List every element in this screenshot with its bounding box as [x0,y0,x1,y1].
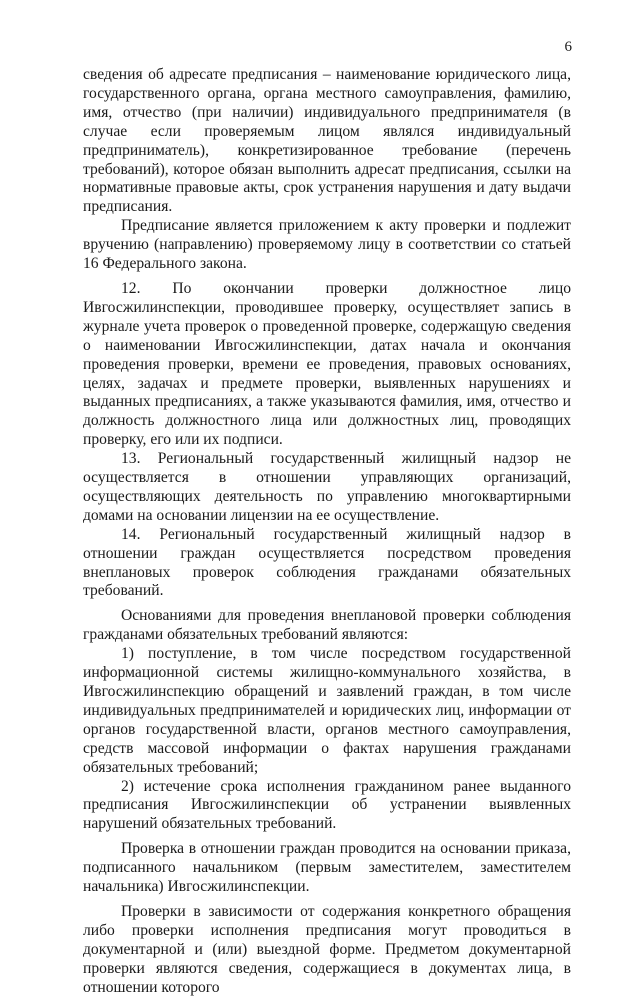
paragraph-ground-2: 2) истечение срока исполнения гражданином ранее выданного предписания Ивгосжилинспекции об устранении выявленных нарушений обязательных требований. [83,777,571,833]
paragraph-grounds-intro: Основаниями для проведения внеплановой проверки соблюдения гражданами обязательных требований являются: [83,607,571,644]
paragraph-item-14: 14. Региональный государственный жилищный надзор в отношении граждан осуществляется посредством проведения внеплановых проверок соблюдения гражданами обязательных требований. [83,525,571,600]
paragraph-recipient-details: сведения об адресате предписания – наименование юридического лица, государственного органа, органа местного самоуправления, фамилию, имя, отчество (при наличии) индивидуального предпринимателя (в случае если проверяемым лицом являлся индивидуальный предприниматель), конкретизированное требование (перечень требований), которое обязан выполнить адресат предписания, ссылки на нормативные правовые акты, срок устранения нарушения и дату выдачи предписания. [83,66,571,216]
paragraph-item-13: 13. Региональный государственный жилищный надзор не осуществляется в отношении управляющих организаций, осуществляющих деятельность по управлению многоквартирными домами на основании лицензии на ее осуществление. [83,450,571,524]
paragraph-prescription-annex: Предписание является приложением к акту проверки и подлежит вручению (направлению) проверяемому лицу в соответствии со статьей 16 Федерального закона. [83,217,571,273]
paragraph-ground-1: 1) поступление, в том числе посредством государственной информационной системы жилищно-коммунального хозяйства, в Ивгосжилинспекцию обращений и заявлений граждан, в том числе индивидуальных предпринимателей и юридических лиц, информации от органов государственной власти, органов местного самоуправления, средств массовой информации о фактах нарушения гражданами обязательных требований; [83,645,571,776]
paragraph-inspection-forms: Проверки в зависимости от содержания конкретного обращения либо проверки исполнения предписания могут проводиться в документарной и (или) выездной форме. Предметом документарной проверки являются сведения, содержащиеся в документах лица, в отношении которого [83,902,571,996]
page-number: 6 [564,39,572,55]
body-text [83,66,571,998]
paragraph-item-12: 12. По окончании проверки должностное лицо Ивгосжилинспекции, проводившее проверку, осуществляет запись в журнале учета проверок о проведенной проверке, содержащую сведения о наименовании Ивгосжилинспекции, датах начала и окончания проведения проверки, времени ее проведения, правовых основаниях, целях, задачах и предмете проверки, выявленных нарушениях и выданных предписаниях, а также указываются фамилия, имя, отчество и должность должностного лица или должностных лиц, проводящих проверку, его или их подписи. [83,279,571,449]
paragraph-order-basis: Проверка в отношении граждан проводится на основании приказа, подписанного начальником (первым заместителем, заместителем начальника) Ивгосжилинспекции. [83,840,571,896]
